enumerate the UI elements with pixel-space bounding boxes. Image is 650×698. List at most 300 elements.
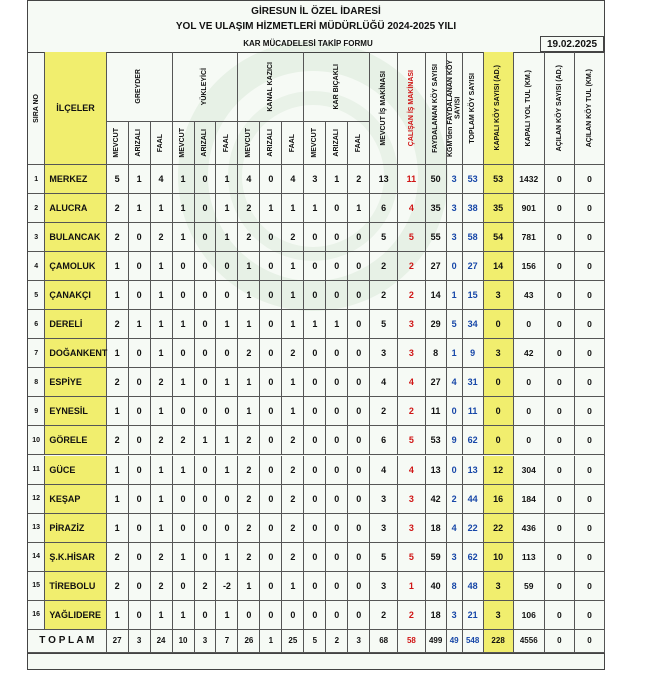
table-cell [575,601,605,630]
table-cell-text: 0 [268,377,274,388]
table-cell [195,339,217,368]
table-cell [545,281,575,310]
table-cell [484,397,514,426]
row-no [28,223,45,252]
table-cell-text: 0 [268,406,274,417]
col-calisan-is-makinasi-text: ÇALIŞAN İŞ MAKİNASI [407,69,415,147]
table-cell-text: 0 [180,522,186,533]
table-cell [107,456,129,485]
row-no-text: 16 [32,611,41,619]
table-cell [370,485,398,514]
table-cell-text: 2 [202,580,208,591]
table-cell-text: 0 [587,435,592,446]
table-cell [238,514,260,543]
table-cell [173,281,195,310]
table-cell [447,165,463,194]
table-cell-text: 0 [526,377,532,388]
table-cell-text: 50 [430,174,441,185]
table-cell [575,514,605,543]
total-cell [484,630,514,653]
table-cell-text: 3 [381,580,387,591]
table-cell-text: 2 [158,435,164,446]
table-cell-text: 10 [493,551,504,562]
total-cell [304,630,326,653]
table-cell [398,514,426,543]
total-cell [216,630,238,653]
table-cell [575,223,605,252]
table-cell-text: 0 [587,609,592,620]
table-cell-text: 11 [467,406,478,417]
table-cell-text: 1 [158,261,164,272]
table-cell [426,281,447,310]
table-cell [151,252,173,281]
table-cell-text: 2 [381,406,387,417]
table-cell-text: 0 [356,406,362,417]
table-cell-text: 0 [526,435,532,446]
table-cell-text: 2 [290,232,296,243]
table-cell-text: 0 [495,435,501,446]
table-cell-text: 0 [557,319,562,330]
table-cell-text: 0 [334,580,340,591]
table-cell [238,543,260,572]
table-cell [129,339,151,368]
table-cell-text: 0 [136,406,142,417]
table-cell-text: 13 [430,464,441,475]
col-acilan-koy-text: AÇILAN KÖY SAYISI (AD.) [555,64,563,152]
table-cell [348,252,370,281]
table-cell [348,543,370,572]
table-cell-text: 2 [114,435,120,446]
table-cell [426,543,447,572]
table-cell-text: 2 [114,551,120,562]
table-cell [260,456,282,485]
table-cell [484,426,514,455]
table-cell [398,601,426,630]
sub-greyder-0-text: MEVCUT [113,128,121,158]
col-kapali-koy-text: KAPALI KÖY SAYISI (AD.) [494,65,502,151]
table-cell-text: 0 [334,435,340,446]
table-cell [398,339,426,368]
table-cell [151,281,173,310]
table-cell-text: 0 [557,580,562,591]
table-cell [463,485,484,514]
table-cell [107,601,129,630]
table-cell [195,543,217,572]
table-cell [260,310,282,339]
table-cell [129,601,151,630]
table-cell [304,339,326,368]
table-cell-text: 0 [557,522,562,533]
total-cell-text: 2 [334,636,340,646]
table-cell [216,601,238,630]
table-cell-text: 3 [408,319,414,330]
total-cell-text: 10 [178,636,188,646]
table-cell [195,485,217,514]
table-cell-text: 2 [381,290,387,301]
table-cell [545,223,575,252]
table-cell-text: 0 [202,203,208,214]
table-cell [484,485,514,514]
sub-kar-bicakli-1-text: ARIZALI [333,129,341,157]
table-cell-text: 0 [202,261,208,272]
table-cell-text: 1 [158,522,164,533]
col-ilceler [45,52,106,165]
table-cell [260,397,282,426]
table-cell-text: 14 [493,261,504,272]
group-yukleyici [173,52,239,122]
table-cell [447,339,463,368]
table-cell [370,397,398,426]
table-cell [216,456,238,485]
table-cell-text: 3 [381,522,387,533]
row-district-name [45,485,106,514]
table-cell-text: 0 [587,319,592,330]
table-cell [514,514,545,543]
table-cell-text: 18 [430,522,441,533]
sub-yukleyici-2 [216,122,238,165]
table-cell [304,397,326,426]
row-district-name [45,281,106,310]
table-cell [398,310,426,339]
table-cell-text: 1 [180,464,186,475]
row-no [28,252,45,281]
table-cell-text: 0 [587,464,592,475]
table-cell-text: 2 [408,290,414,301]
table-cell [129,543,151,572]
table-cell-text: 1 [180,232,186,243]
total-cell-text: 4556 [519,636,538,646]
table-cell-text: 9 [451,435,457,446]
footer-row [28,653,604,672]
table-cell [348,601,370,630]
table-cell [238,368,260,397]
table-cell [545,456,575,485]
table-cell-text: 0 [268,580,274,591]
table-cell [238,572,260,601]
total-cell-text: 0 [587,636,592,646]
table-cell [107,281,129,310]
total-cell [370,630,398,653]
table-cell [129,514,151,543]
table-cell-text: 42 [430,493,441,504]
table-cell [260,601,282,630]
col-toplam-koy [463,52,484,165]
col-kgm-faydalanan-text: KGM'den FAYDALANAN KÖY SAYISI [446,59,462,157]
table-cell-text: 0 [312,348,318,359]
sub-greyder-2 [151,122,173,165]
table-cell [545,252,575,281]
table-cell [238,281,260,310]
table-cell [348,223,370,252]
table-cell [426,252,447,281]
table-cell [426,165,447,194]
table-cell-text: 4 [408,464,414,475]
table-cell [216,514,238,543]
table-cell [107,194,129,223]
total-cell [398,630,426,653]
table-cell [484,368,514,397]
table-cell-text: 0 [356,609,362,620]
table-cell-text: 1 [114,493,120,504]
table-cell-text: 4 [451,522,457,533]
table-cell-text: 0 [557,174,562,185]
table-cell-text: 0 [587,203,592,214]
table-cell-text: 0 [224,348,230,359]
table-cell-text: 0 [356,493,362,504]
table-cell-text: 1 [158,493,164,504]
table-cell [398,426,426,455]
table-cell-text: 1 [224,435,230,446]
table-cell [151,514,173,543]
table-cell-text: 35 [430,203,441,214]
group-greyder [107,52,173,122]
table-cell-text: 1 [114,522,120,533]
table-cell-text: 0 [451,261,457,272]
table-cell [348,165,370,194]
form-sheet [27,0,605,670]
table-cell [463,543,484,572]
table-cell [238,426,260,455]
table-cell [282,223,304,252]
table-cell [575,310,605,339]
table-cell-text: 0 [356,290,362,301]
table-cell-text: 1432 [519,174,539,185]
table-cell [514,194,545,223]
table-cell-text: 13 [467,464,478,475]
total-cell [260,630,282,653]
table-cell [514,601,545,630]
table-cell [463,252,484,281]
table-cell-text: 55 [430,232,441,243]
row-no [28,572,45,601]
table-cell-text: 0 [312,290,318,301]
table-cell [545,397,575,426]
row-no-text: 7 [34,349,39,357]
table-cell-text: 0 [180,493,186,504]
sub-kar-bicakli-2-text: FAAL [355,133,363,153]
table-cell [282,397,304,426]
row-district-name-text: GÖRELE [49,435,88,446]
table-cell [447,281,463,310]
group-yukleyici-text: YÜKLEYİCİ [201,67,209,106]
table-cell-text: 0 [334,290,340,301]
table-cell [514,310,545,339]
table-cell [151,572,173,601]
row-district-name-text: KEŞAP [49,493,81,504]
table-cell-text: 2 [246,203,252,214]
table-cell-text: 2 [246,232,252,243]
table-cell-text: 5 [451,319,457,330]
table-cell [514,397,545,426]
row-district-name-text: DERELİ [49,319,83,330]
table-cell-text: 0 [587,174,592,185]
table-cell [484,223,514,252]
table-cell-text: 2 [114,319,120,330]
table-cell-text: 8 [451,580,457,591]
table-cell [447,543,463,572]
total-cell-text: 49 [449,636,459,646]
table-cell-text: 0 [356,522,362,533]
table-cell [398,194,426,223]
row-district-name [45,397,106,426]
table-cell-text: 0 [334,609,340,620]
table-cell-text: 0 [557,377,562,388]
table-cell [463,397,484,426]
table-cell-text: 1 [158,290,164,301]
table-cell-text: 2 [246,435,252,446]
table-cell [129,252,151,281]
table-cell-text: 43 [524,290,534,301]
table-cell-text: 62 [467,551,478,562]
table-cell-text: 2 [408,609,414,620]
table-cell [447,194,463,223]
table-cell-text: 0 [202,493,208,504]
table-cell [195,601,217,630]
row-district-name-text: TİREBOLU [49,580,96,591]
table-cell [326,310,348,339]
table-cell [304,252,326,281]
table-cell [398,281,426,310]
table-cell-text: 0 [526,319,532,330]
table-cell-text: 0 [356,435,362,446]
table-cell-text: 0 [268,493,274,504]
table-cell-text: 0 [557,261,562,272]
table-cell [370,456,398,485]
table-cell-text: 3 [408,493,414,504]
table-cell [107,543,129,572]
table-cell [348,310,370,339]
total-cell [514,630,545,653]
table-cell-text: 1 [246,319,252,330]
table-cell-text: 156 [521,261,536,272]
table-cell [195,281,217,310]
col-mevcut-is-makinasi [370,52,398,165]
table-cell-text: 1 [136,203,142,214]
row-district-name [45,252,106,281]
table-cell [129,368,151,397]
total-cell-text: 3 [202,636,208,646]
row-district-name [45,223,106,252]
table-cell-text: 1 [224,174,230,185]
row-district-name-text: PİRAZİZ [49,522,85,533]
table-cell [107,426,129,455]
total-cell-text: 3 [136,636,142,646]
table-cell [370,223,398,252]
table-cell [575,456,605,485]
sub-kanal-kazici-1 [260,122,282,165]
table-cell-text: 59 [430,551,441,562]
table-cell-text: 0 [557,290,562,301]
total-cell [447,630,463,653]
table-cell [398,572,426,601]
table-cell [282,543,304,572]
table-cell-text: 0 [268,348,274,359]
col-calisan-is-makinasi [398,52,426,165]
table-cell [447,368,463,397]
table-cell [260,426,282,455]
table-cell [216,543,238,572]
table-cell-text: 0 [202,522,208,533]
table-cell-text: 0 [136,435,142,446]
table-cell [326,543,348,572]
table-cell [151,310,173,339]
table-cell [326,368,348,397]
table-cell-text: 0 [202,319,208,330]
table-cell [370,165,398,194]
table-cell [575,543,605,572]
table-cell [575,485,605,514]
table-cell-text: 5 [114,174,120,185]
table-cell-text: 3 [451,174,457,185]
table-cell-text: 1 [290,319,296,330]
row-no-text: 8 [34,378,39,386]
table-cell [545,543,575,572]
table-cell-text: 2 [158,580,164,591]
table-cell [151,543,173,572]
sub-kanal-kazici-2-text: FAAL [289,133,297,153]
table-cell [326,223,348,252]
col-kapali-yol [514,52,545,165]
total-cell-text: 24 [156,636,166,646]
table-cell [514,485,545,514]
table-cell [238,252,260,281]
table-cell-text: 5 [381,232,387,243]
table-cell [151,426,173,455]
table-cell-text: 436 [521,522,536,533]
row-no [28,310,45,339]
total-cell-text: 25 [288,636,298,646]
row-district-name-text: MERKEZ [49,174,88,185]
table-cell [260,252,282,281]
table-cell [151,456,173,485]
table-cell-text: 0 [334,406,340,417]
table-cell [107,397,129,426]
table-cell-text: 1 [114,609,120,620]
table-cell [370,339,398,368]
table-cell-text: 0 [587,522,592,533]
total-cell-text: 228 [491,636,505,646]
table-cell [463,456,484,485]
table-cell-text: 0 [334,464,340,475]
table-cell [238,601,260,630]
table-cell-text: 1 [180,377,186,388]
table-cell [216,572,238,601]
row-no [28,456,45,485]
table-cell [348,456,370,485]
table-cell [426,601,447,630]
table-cell-text: 0 [268,232,274,243]
table-cell-text: 0 [312,377,318,388]
table-cell [447,252,463,281]
table-cell-text: 2 [290,493,296,504]
sub-yukleyici-0 [173,122,195,165]
table-cell-text: 2 [290,551,296,562]
table-cell [107,310,129,339]
table-cell [575,368,605,397]
table-cell-text: 1 [180,174,186,185]
table-cell-text: 1 [290,406,296,417]
table-cell [326,194,348,223]
table-cell [447,223,463,252]
col-acilan-koy [545,52,575,165]
table-cell-text: 1 [158,609,164,620]
table-cell [238,456,260,485]
row-no-text: 11 [32,466,40,474]
table-cell-text: 1 [180,551,186,562]
table-cell [216,485,238,514]
table-cell-text: 8 [433,348,439,359]
table-cell-text: 29 [430,319,441,330]
